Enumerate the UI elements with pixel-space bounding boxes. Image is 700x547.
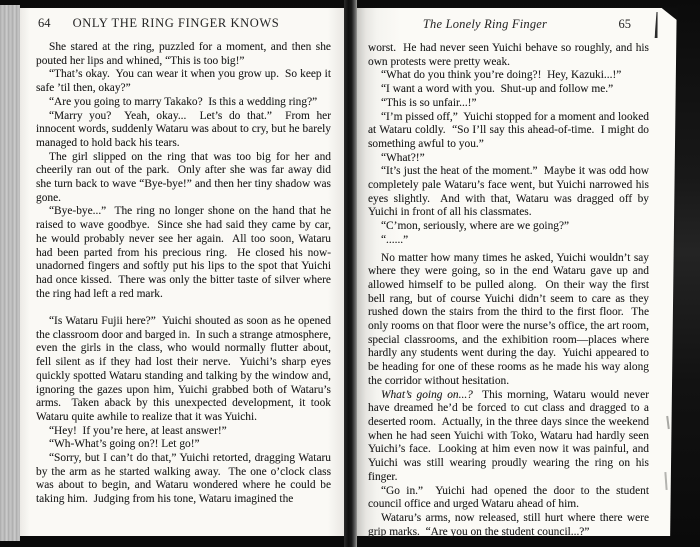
paragraph: “Marry you? Yeah, okay... Let’s do that.” From her innocent words, suddenly Wataru was about to cry, but he barely managed to hold back his tears. xyxy=(36,109,331,149)
paragraph: “Are you going to marry Takako? Is this a wedding ring?” xyxy=(49,95,318,108)
paragraph: “I’m pissed off,” Yuichi stopped for a moment and looked at Wataru coldly. “So I’ll say this ahead-of-time. I might do something awful to you.” xyxy=(368,110,649,150)
left-page-body xyxy=(36,41,331,507)
paragraph: “Sorry, but I can’t do that,” Yuichi retorted, dragging Wataru by the arm as he started walking away. The one o’clock class was about to begin, and Wataru wondered where he could be taking him. Judging from his tone, Wataru imagined the xyxy=(36,452,331,506)
italic-lead: What’s going on...? xyxy=(381,388,473,401)
paragraph: She stared at the ring, puzzled for a moment, and then she pouted her lips and whined, “This is too big!” xyxy=(36,41,331,67)
paragraph: “......” xyxy=(381,233,409,246)
book-page-edges xyxy=(0,5,20,541)
paragraph: “Wh-What’s going on?! Let go!” xyxy=(49,438,200,451)
right-page-number: 65 xyxy=(618,17,631,31)
gutter-shadow xyxy=(344,0,357,547)
paragraph: “This is so unfair...!” xyxy=(381,96,477,109)
paragraph: What’s going on...? This morning, Wataru would never have dreamed he’d be forced to cut class and dragged to a deserted room. Actually, in the three days since the weekend when he had seen Yuichi with Toko, Wataru had hardly seen Yuichi’s face. Looking at him even now it was painful, and Yuichi was still wearing proudly wearing the ring on his finger. xyxy=(368,388,649,483)
paragraph: Wataru’s arms, now released, still hurt where there were grip marks. “Are you on the student council...?” xyxy=(368,511,649,538)
paragraph: “Go in.” Yuichi had opened the door to the student council office and urged Wataru ahead of him. xyxy=(368,484,649,511)
right-page-body xyxy=(368,42,649,539)
paragraph: worst. He had never seen Yuichi behave so roughly, and his own protests were pretty weak. xyxy=(368,42,649,68)
right-page-header xyxy=(369,17,631,32)
paragraph: “Bye-bye...” The ring no longer shone on the hand that he raised to wave goodbye. Since she had said they came by car, he would probably never see her again. All too soon, Wataru had been parted from his precious ring. He closed his now-unadorned fingers and softly put his lips to the spot that Yuichi had once kissed. There was only the bitter taste of silver where the ring had left a red mark. xyxy=(36,205,331,300)
paragraph: “I want a word with you. Shut-up and follow me.” xyxy=(381,83,614,96)
right-page xyxy=(357,8,679,536)
paragraph: “It’s just the heat of the moment.” Maybe it was odd how completely pale Wataru’s face went, but Yuichi narrowed his eyes slightly. And with that, Wataru was dragged off by Yuichi in front of all his classmates. xyxy=(368,165,649,219)
paragraph: No matter how many times he asked, Yuichi wouldn’t say where they were going, so in the end Wataru gave up and allowed himself to be pulled along. On their way the first bell rang, but of course Yuichi didn’t seem to care as they rushed down the stairs from the third to the first floor. The only rooms on that floor were the nurse’s office, the art room, special classrooms, and the exhibition room—places where hardly any students went during the day. Yuichi appeared to be heading for one of these rooms as he made his way along the corridor without hesitation. xyxy=(368,251,649,387)
right-running-title: The Lonely Ring Finger xyxy=(422,17,548,31)
paragraph: “Hey! If you’re here, at least answer!” xyxy=(49,424,227,437)
paragraph: “That’s okay. You can wear it when you grow up. So keep it safe ’til then, okay?” xyxy=(36,68,331,95)
left-page-number: 64 xyxy=(38,16,51,30)
paragraph: “C’mon, seriously, where are we going?” xyxy=(381,220,570,233)
left-running-title: ONLY THE RING FINGER KNOWS xyxy=(72,16,280,30)
left-page-header xyxy=(38,16,326,31)
paragraph: “What do you think you’re doing?! Hey, Kazuki...!” xyxy=(381,69,622,82)
paragraph: “What?!” xyxy=(381,151,425,164)
left-page xyxy=(20,8,344,536)
paragraph: The girl slipped on the ring that was too big for her and cheerily ran out of the park. Only after she was far away did she turn back to wave “Bye-bye!” and then her tiny shadow was gone. xyxy=(36,150,331,204)
paragraph: “Is Wataru Fujii here?” Yuichi shouted as soon as he opened the classroom door and barged in. In such a strange atmosphere, even the girls in the class, who would normally flutter about, fell silent as if they had lost their nerve. Yuichi’s sharp eyes quickly spotted Wataru standing and talking by the window and, ignoring the gazes upon him, Yuichi grabbed both of Wataru’s arms. Taken aback by this unexpected development, it took Wataru quite awhile to realize that it was Yuichi. xyxy=(36,315,331,423)
